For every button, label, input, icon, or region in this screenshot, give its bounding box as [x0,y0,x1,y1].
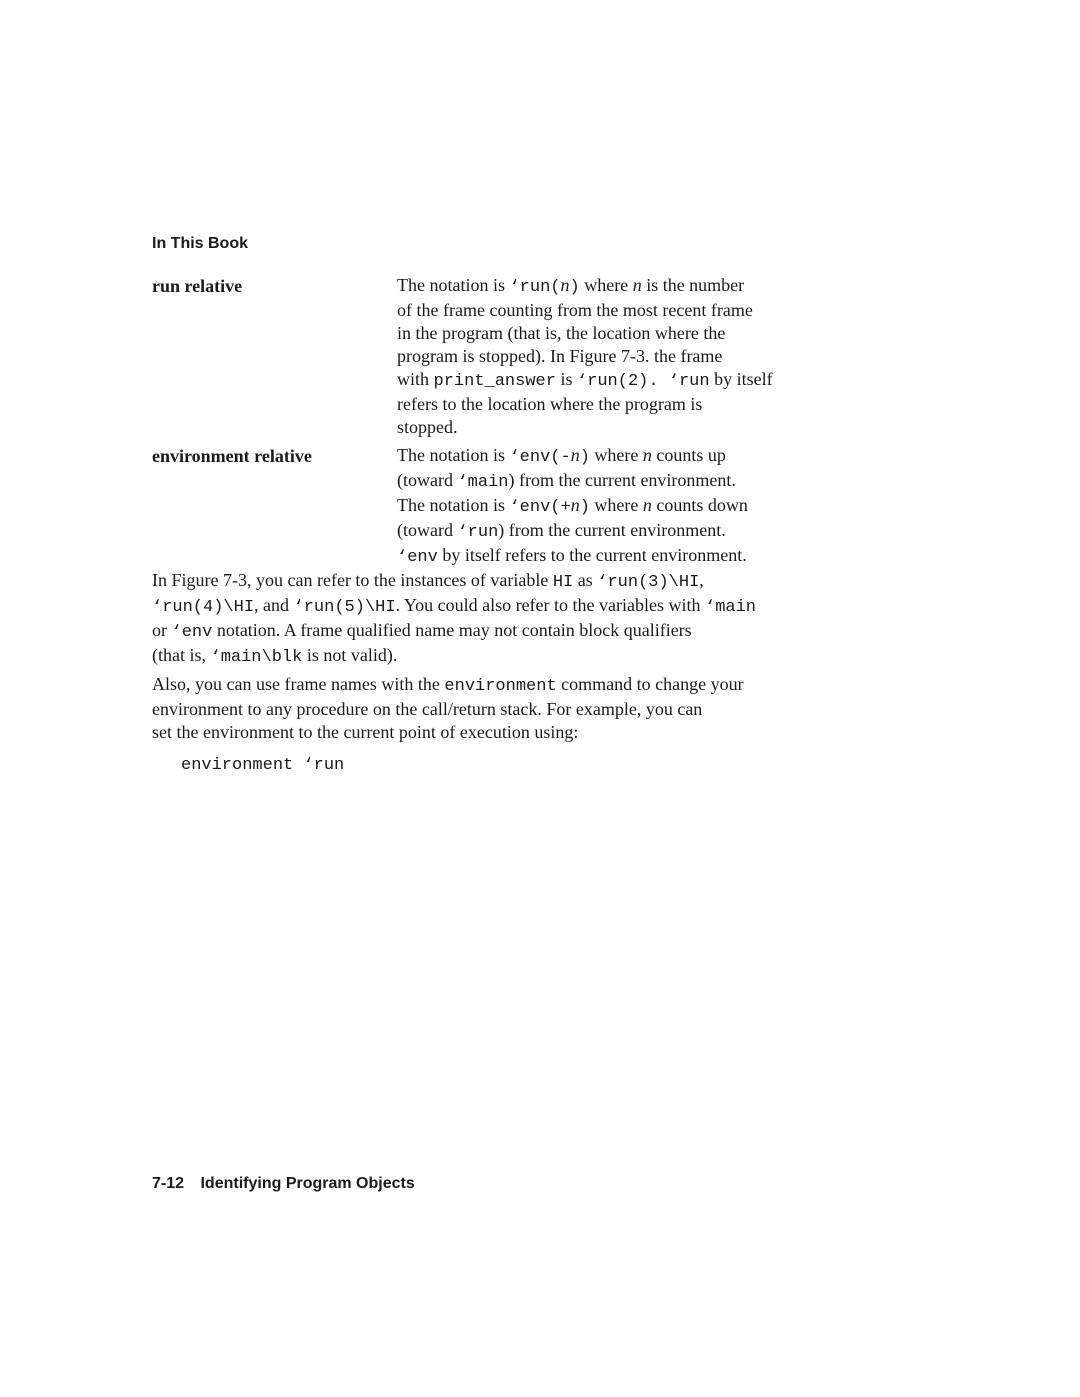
text-line [397,322,827,345]
code-fragment: ‘main [457,473,509,492]
text-run: command to change your [556,674,744,694]
code-fragment: environment [444,677,557,696]
text-run: refers to the location where the program is [397,394,703,414]
text-run: environment to any procedure on the call/return stack. For example, you can [152,699,703,719]
italic-variable: n [642,495,652,515]
italic-variable: n [560,275,570,295]
code-fragment: ‘env(+ [509,498,571,517]
italic-variable: n [570,445,580,465]
code-fragment: ‘run(4)\HI [152,598,255,617]
text-run: The notation is [397,445,510,465]
text-run: program is stopped). In Figure 7-3. the frame [397,346,723,366]
code-example: environment ‘run [181,756,345,775]
code-fragment: ) [579,448,590,467]
definition-term-run-relative: run relative [152,276,243,296]
paragraph-figure-reference [152,569,842,669]
italic-variable: n [632,275,642,295]
code-fragment: ‘main\blk [210,648,303,667]
text-run: ) from the current environment. [508,470,736,490]
text-run: is the number [641,275,745,295]
code-fragment: ) [579,498,590,517]
code-fragment: ‘run [457,523,499,542]
text-line [397,444,827,469]
text-run: counts down [651,495,748,515]
text-line [397,368,827,393]
text-run: The notation is [397,495,510,515]
text-line [152,698,842,721]
text-line [397,345,827,368]
chapter-title: Identifying Program Objects [200,1175,415,1192]
text-run: (toward [397,520,458,540]
text-line [397,494,827,519]
text-run: In Figure 7-3, you can refer to the instances of variable [152,570,553,590]
text-run: by itself refers to the current environment. [437,545,747,565]
text-run: . You could also refer to the variables with [395,595,705,615]
text-run: (that is, [152,645,211,665]
text-run: Also, you can use frame names with the [152,674,445,694]
text-run: where [589,445,643,465]
text-run: , [699,570,704,590]
code-fragment: ‘run(5)\HI [293,598,396,617]
text-line [397,544,827,569]
code-fragment: print_answer [433,372,556,391]
code-fragment: ‘run(2). ‘run [576,372,710,391]
page-number: 7-12 [152,1175,185,1192]
code-fragment: ‘env(- [509,448,571,467]
text-line [152,673,842,698]
text-line [397,519,827,544]
code-fragment: ‘run( [509,278,561,297]
text-line [397,469,827,494]
text-run: set the environment to the current point of execution using: [152,722,579,742]
code-fragment: ) [569,278,580,297]
code-fragment: ‘env [171,623,213,642]
definition-term-environment-relative: environment relative [152,446,312,466]
running-head: In This Book [152,235,248,252]
paragraph-environment-command [152,673,842,744]
definition-body-run-relative [397,274,827,439]
text-run: is [555,369,577,389]
text-line [397,393,827,416]
text-run: stopped. [397,417,458,437]
text-run: where [579,275,633,295]
code-fragment: ‘env [397,548,438,567]
text-line [397,274,827,299]
text-run: in the program (that is, the location where the [397,323,726,343]
text-line [397,299,827,322]
text-run: ) from the current environment. [498,520,726,540]
text-run: , and [254,595,294,615]
code-fragment: HI [552,573,574,592]
text-run: by itself [709,369,773,389]
text-run: or [152,620,172,640]
text-line [397,416,827,439]
text-run: counts up [651,445,726,465]
text-run: where [589,495,643,515]
text-run: (toward [397,470,458,490]
text-line [152,619,842,644]
text-run: as [573,570,598,590]
italic-variable: n [642,445,652,465]
text-run: is not valid). [302,645,398,665]
text-line [152,594,842,619]
code-fragment: ‘run(3)\HI [597,573,700,592]
text-line [152,721,842,744]
text-line [152,644,842,669]
text-run: with [397,369,434,389]
code-fragment: ‘main [705,598,757,617]
text-line [152,569,842,594]
definition-body-environment-relative [397,444,827,569]
italic-variable: n [570,495,580,515]
text-run: notation. A frame qualified name may not contain block qualifiers [212,620,692,640]
text-run: The notation is [397,275,510,295]
text-run: of the frame counting from the most recent frame [397,300,753,320]
page-footer [152,1175,415,1193]
